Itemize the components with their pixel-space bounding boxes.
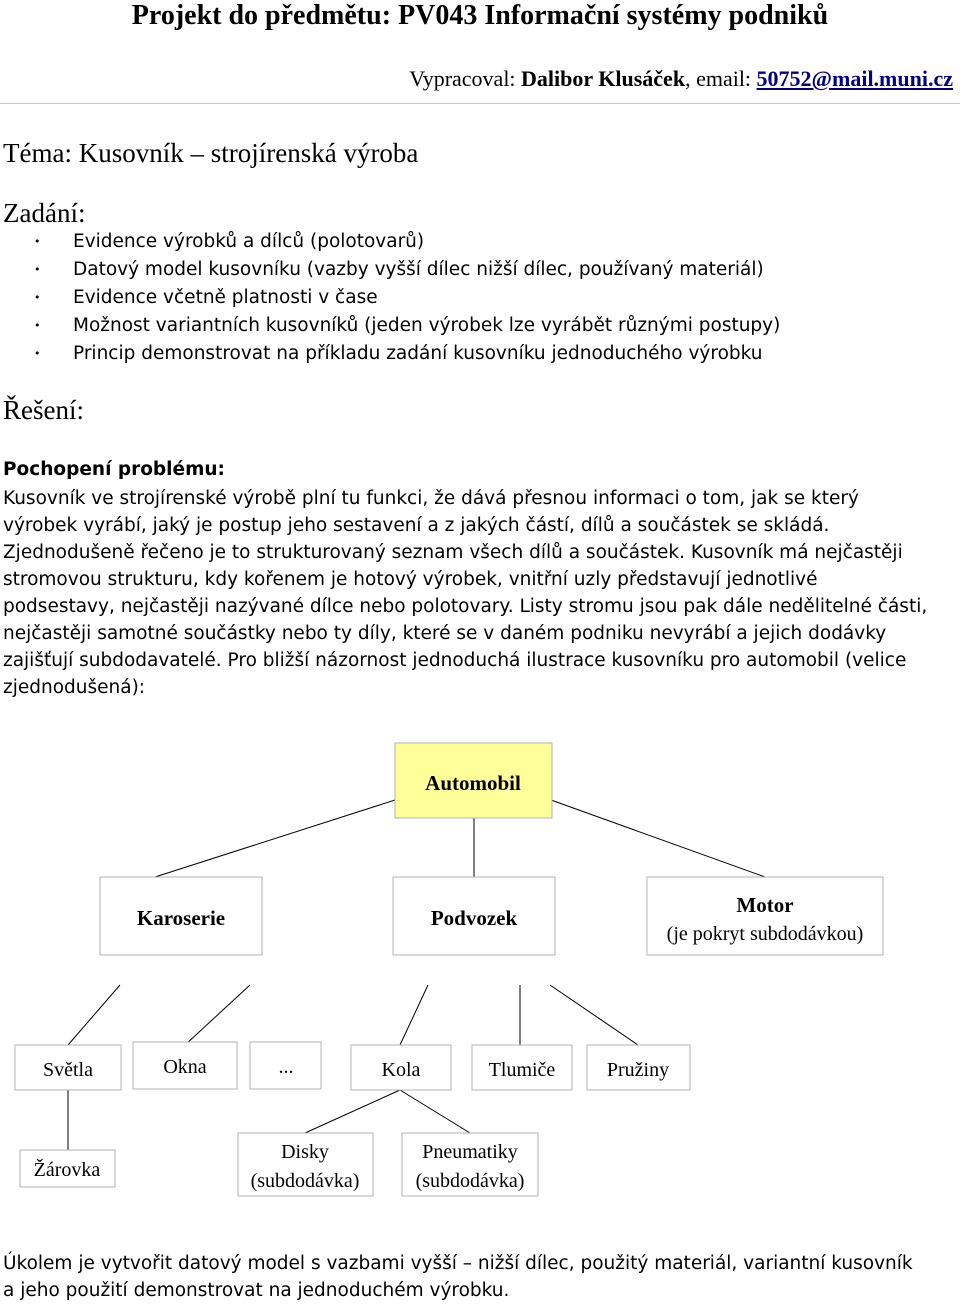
author-line [409, 66, 953, 92]
motor-note: (je pokryt subdodávkou) [666, 923, 864, 945]
bullet-icon: • [34, 263, 41, 276]
email-prefix: , email: [685, 66, 757, 91]
solution-subheading: Pochopení problému: [3, 459, 225, 480]
motor-label: Motor [736, 893, 794, 917]
paragraph-line: výrobek vyrábí, jaký je postup jeho sestavení a z jakých částí, dílů a součástek se skládá. [3, 515, 830, 536]
paragraph-line: stromovou strukturu, kdy kořenem je hotový výrobek, vnitřní uzly představují jednotlivé [3, 569, 818, 590]
email-link[interactable]: 50752@mail.muni.cz [756, 66, 953, 91]
list-item: • Princip demonstrovat na příkladu zadání kusovníku jednoduchého výrobku [0, 340, 780, 368]
paragraph-line: Zjednodušeně řečeno je to strukturovaný seznam všech dílů a součástek. Kusovník má nejčastěji [3, 542, 903, 563]
pruziny-label: Pružiny [606, 1059, 670, 1081]
document-title: Projekt do předmětu: PV043 Informační systémy podniků [131, 0, 829, 31]
author-prefix: Vypracoval: [409, 66, 522, 91]
kola-label: Kola [381, 1059, 421, 1081]
list-item: • Evidence včetně platnosti v čase [0, 284, 780, 312]
bullet-icon: • [34, 235, 41, 248]
list-item: • Evidence výrobků a dílců (polotovarů) [0, 228, 780, 256]
paragraph-line: podsestavy, nejčastěji nazývané dílce nebo polotovary. Listy stromu jsou pak dále nedělitelné části, [3, 596, 928, 617]
solution-heading: Řešení: [3, 395, 84, 425]
paragraph-line: zjednodušená): [3, 677, 146, 698]
tree-connectors [68, 800, 765, 1150]
karoserie-label: Karoserie [136, 906, 226, 930]
author-name: Dalibor Klusáček [521, 66, 686, 91]
paragraph-line: nejčastěji samotné součástky nebo ty díly, které se v daném podniku nevyrábí a jejich dodávky [3, 623, 887, 644]
topic-heading: Téma: Kusovník – strojírenská výroba [3, 138, 419, 168]
tlumice-label: Tlumiče [488, 1059, 556, 1081]
bullet-icon: • [34, 319, 41, 332]
pneumatiky-note: (subdodávka) [415, 1170, 525, 1192]
bullet-icon: • [34, 347, 41, 360]
assignment-list [0, 228, 780, 368]
assignment-heading: Zadání: [3, 198, 86, 228]
disky-label: Disky [281, 1141, 329, 1163]
bom-tree-diagram [0, 730, 960, 1230]
podvozek-label: Podvozek [430, 906, 518, 930]
paragraph-line: zajišťují subdodavatelé. Pro bližší názornost jednoduchá ilustrace kusovníku pro automobil (velice [3, 650, 907, 671]
ellipsis-label: ... [278, 1056, 294, 1078]
root-label: Automobil [425, 771, 521, 795]
paragraph-line: Kusovník ve strojírenské výrobě plní tu funkci, že dává přesnou informaci o tom, jak se který [3, 488, 859, 509]
disky-note: (subdodávka) [250, 1170, 360, 1192]
list-item: • Možnost variantních kusovníků (jeden výrobek lze vyrábět různými postupy) [0, 312, 780, 340]
okna-label: Okna [163, 1056, 207, 1078]
list-item: • Datový model kusovníku (vazby vyšší dílec nižší dílec, používaný materiál) [0, 256, 780, 284]
bullet-icon: • [34, 291, 41, 304]
zarovka-label: Žárovka [33, 1159, 101, 1181]
header-divider [0, 103, 960, 104]
pneumatiky-label: Pneumatiky [422, 1141, 518, 1163]
footer-line: a jeho použití demonstrovat na jednoduchém výrobku. [3, 1280, 510, 1301]
footer-line: Úkolem je vytvořit datový model s vazbami vyšší – nižší dílec, použitý materiál, variantní kusovník [3, 1253, 913, 1274]
svetla-label: Světla [43, 1059, 93, 1081]
